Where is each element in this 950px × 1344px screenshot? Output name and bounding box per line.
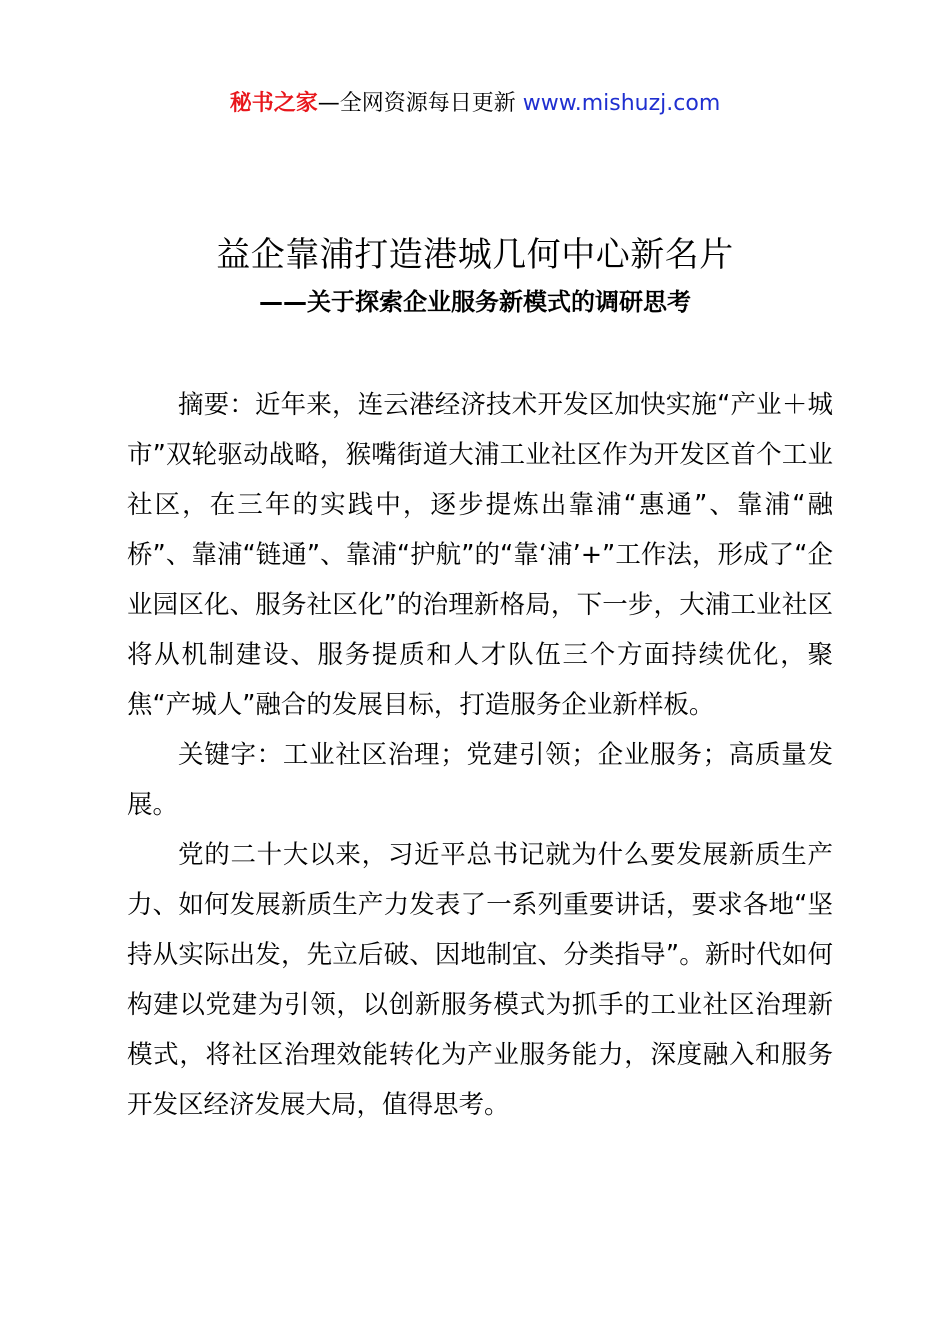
document-body bbox=[127, 380, 833, 1130]
intro-paragraph: 党的二十大以来，习近平总书记就为什么要发展新质生产力、如何发展新质生产力发表了一系列重要讲话，要求各地“坚持从实际出发，先立后破、因地制宜、分类指导”。新时代如何构建以党建为引领，以创新服务模式为抓手的工业社区治理新模式，将社区治理效能转化为产业服务能力，深度融入和服务开发区经济发展大局，值得思考。 bbox=[127, 840, 833, 1120]
site-header bbox=[0, 88, 950, 120]
site-url-link[interactable]: www.mishuzj.com bbox=[522, 91, 721, 116]
site-slogan: —全网资源每日更新 bbox=[317, 91, 523, 116]
document-subtitle: ——关于探索企业服务新模式的调研思考 bbox=[259, 288, 691, 316]
site-name: 秘书之家 bbox=[229, 91, 318, 116]
keywords-paragraph: 关键字：工业社区治理；党建引领；企业服务；高质量发展。 bbox=[127, 740, 833, 820]
abstract-paragraph: 摘要：近年来，连云港经济技术开发区加快实施“产业＋城市”双轮驱动战略，猴嘴街道大浦工业社区作为开发区首个工业社区，在三年的实践中，逐步提炼出靠浦“惠通”、靠浦“融桥”、靠浦“链通”、靠浦“护航”的“靠‘浦’+”工作法，形成了“企业园区化、服务社区化”的治理新格局，下一步，大浦工业社区将从机制建设、服务提质和人才队伍三个方面持续优化，聚焦“产城人”融合的发展目标，打造服务企业新样板。 bbox=[127, 390, 833, 720]
document-title: 益企靠浦打造港城几何中心新名片 bbox=[216, 235, 734, 275]
